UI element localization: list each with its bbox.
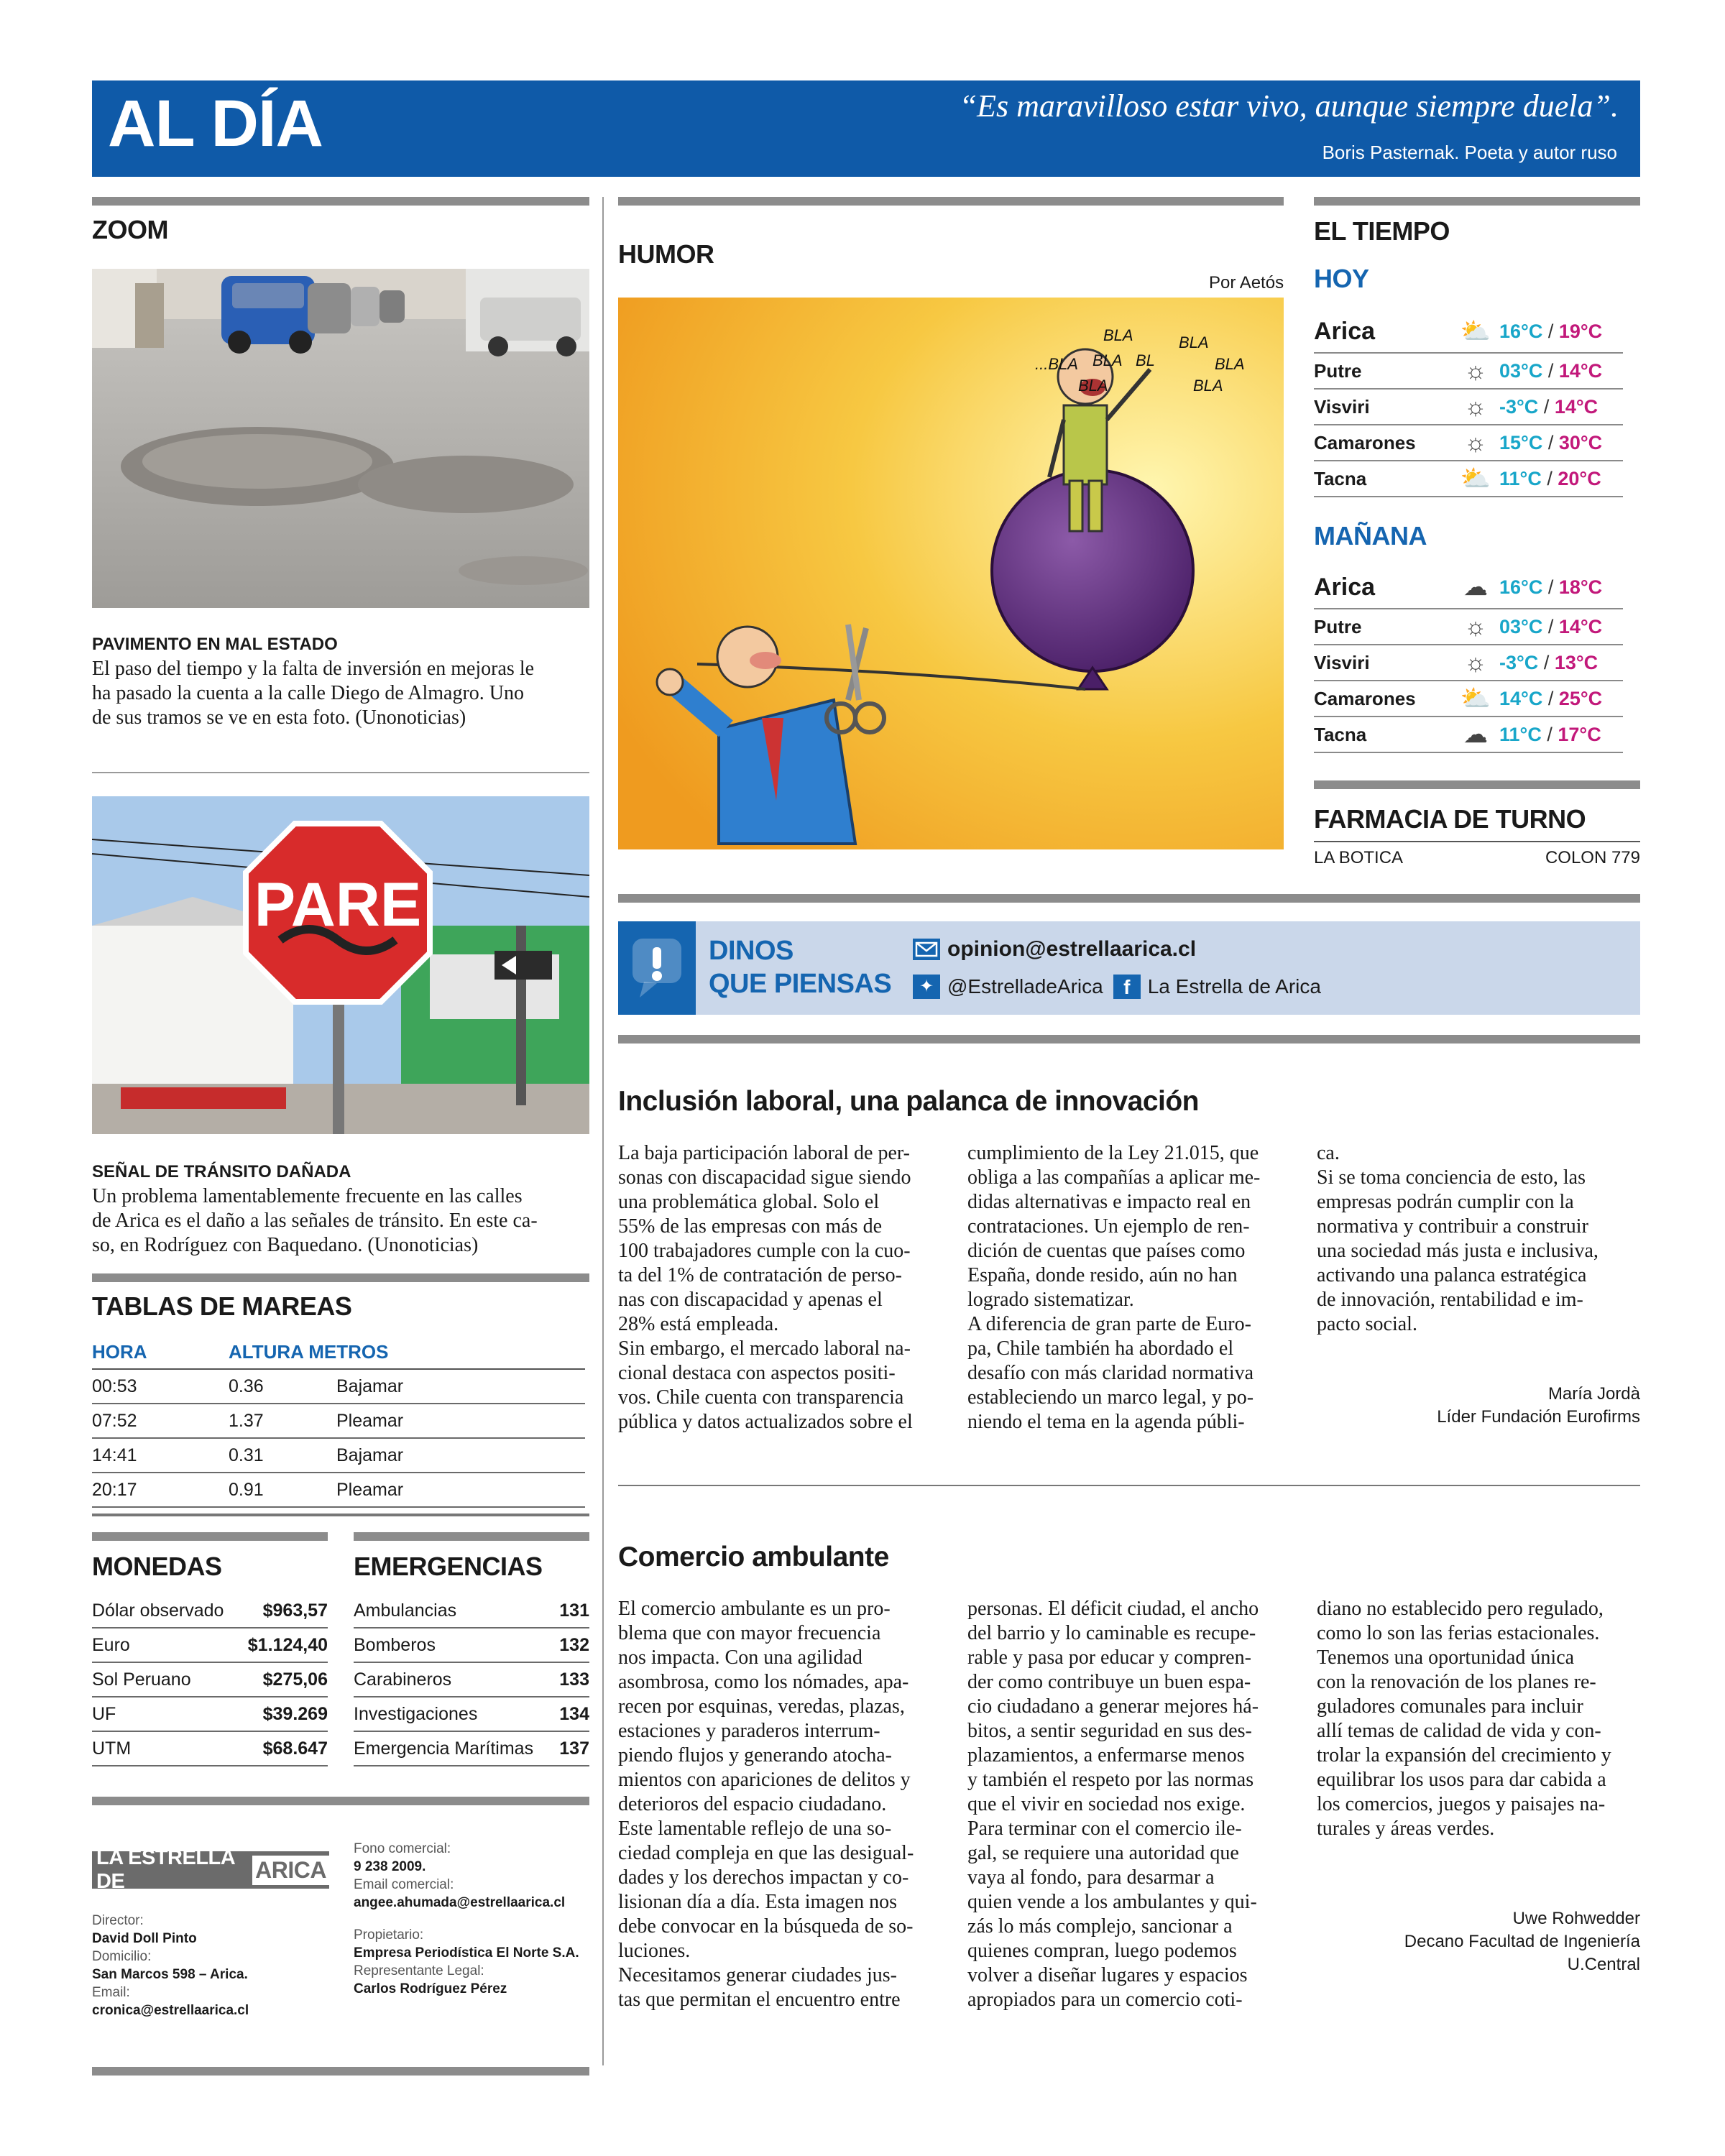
- contact-twitter-text[interactable]: @EstrelladeArica: [947, 975, 1103, 998]
- weather-temps: 16°C / 18°C: [1499, 576, 1603, 598]
- partly-cloudy-icon: ⛅: [1460, 685, 1491, 712]
- article1-col1: [618, 1141, 956, 1434]
- emergency-number: 133: [559, 1669, 589, 1690]
- emergency-row: [354, 1628, 589, 1663]
- pharmacy-address: COLON 779: [1545, 848, 1640, 867]
- weather-min: 11°C: [1499, 467, 1542, 489]
- zoom-caption-line: so, en Rodríguez con Baquedano. (Unonoticias): [92, 1234, 479, 1256]
- currency-row: [92, 1628, 328, 1663]
- article-line: normativa y contribuir a construir: [1317, 1215, 1588, 1238]
- tides-bottom-rule: [92, 1514, 589, 1516]
- weather-temps: 11°C / 20°C: [1499, 467, 1601, 489]
- article-line: pacto social.: [1317, 1313, 1417, 1335]
- weather-temps: 03°C / 14°C: [1499, 359, 1603, 382]
- article-line: como lo son las ferias estacionales.: [1317, 1622, 1600, 1644]
- article-line: cional destaca con aspectos positi-: [618, 1362, 896, 1384]
- weather-city: Putre: [1314, 615, 1362, 637]
- weather-row: [1314, 310, 1623, 354]
- zoom-caption-line: de sus tramos se ve en esta foto. (Unonoticias): [92, 706, 466, 729]
- weather-row: [1314, 609, 1623, 645]
- article-line: sonas con discapacidad sigue siendo: [618, 1166, 911, 1189]
- weather-max: 30°C: [1558, 431, 1603, 453]
- tide-type: Bajamar: [336, 1445, 404, 1465]
- tide-time: 07:52: [92, 1410, 137, 1431]
- newspaper-logo: [92, 1846, 329, 1893]
- article-line: dición de cuentas que países como: [967, 1240, 1246, 1262]
- emergency-name: Bomberos: [354, 1634, 436, 1655]
- article-line: con la renovación de los planes re-: [1317, 1671, 1596, 1693]
- section-header: [92, 80, 1640, 177]
- currency-name: Dólar observado: [92, 1600, 224, 1621]
- header-quote-author: Boris Pasternak. Poeta y autor ruso: [1322, 142, 1617, 163]
- article-line: Tenemos una oportunidad única: [1317, 1646, 1575, 1669]
- weather-min: 03°C: [1499, 359, 1543, 382]
- cloud-icon: ☁: [1463, 573, 1488, 601]
- article1-col2: [967, 1141, 1305, 1434]
- article-line: 28% está empleada.: [618, 1313, 779, 1335]
- masthead-label: Email:: [92, 1985, 130, 2000]
- tides-row: [92, 1404, 585, 1439]
- article-line: España, donde resido, aún no han: [967, 1264, 1238, 1286]
- sun-icon: ☼: [1464, 612, 1487, 640]
- article-line: activando una palanca estratégica: [1317, 1264, 1587, 1286]
- weather-max: 17°C: [1558, 723, 1601, 745]
- article-line: ciedad compleja en que las desigual-: [618, 1842, 914, 1864]
- article2-col1: [618, 1597, 956, 2012]
- humor-heading: HUMOR: [618, 239, 714, 269]
- cartoon-speech: BL: [1136, 351, 1155, 369]
- cartoon-speech: BLA: [1179, 333, 1209, 351]
- article-line: recen por esquinas, veredas, plazas,: [618, 1695, 905, 1718]
- weather-city: Tacna: [1314, 467, 1367, 489]
- zoom-caption-text-1: [92, 657, 595, 730]
- header-quote: “Es maravilloso estar vivo, aunque siempre duela”.: [959, 88, 1619, 124]
- stop-sign-photo: [92, 796, 589, 1134]
- article2-byline: [1404, 1907, 1640, 1976]
- weather-city: Arica: [1314, 317, 1376, 345]
- tides-top-rule: [92, 1273, 589, 1282]
- column-separator: [602, 197, 604, 2065]
- sun-icon: ☼: [1464, 648, 1487, 676]
- tide-time: 20:17: [92, 1479, 137, 1500]
- contact-title: [709, 934, 891, 1000]
- article-line: bitos, a sentir seguridad en sus des-: [967, 1720, 1252, 1742]
- weather-top-rule: [1314, 197, 1640, 206]
- tide-time: 00:53: [92, 1376, 137, 1396]
- article-line: blema que con mayor frecuencia: [618, 1622, 881, 1644]
- weather-min: 15°C: [1499, 431, 1543, 453]
- weather-max: 13°C: [1554, 651, 1598, 673]
- emergency-name: Ambulancias: [354, 1600, 457, 1621]
- zoom-top-rule: [92, 197, 589, 206]
- weather-max: 18°C: [1558, 576, 1603, 598]
- emergency-row: [354, 1732, 589, 1766]
- tides-col-hour: HORA: [92, 1341, 147, 1363]
- article-line: 100 trabajadores cumple con la cuo-: [618, 1240, 911, 1262]
- weather-row: [1314, 425, 1623, 461]
- article-line: nos impacta. Con una agilidad: [618, 1646, 862, 1669]
- emergency-row: [354, 1594, 589, 1628]
- article2-col3: [1317, 1597, 1640, 1841]
- emergency-row: [354, 1697, 589, 1732]
- zoom-caption-line: El paso del tiempo y la falta de inversión en mejoras le: [92, 658, 535, 680]
- masthead-value: Carlos Rodríguez Pérez: [354, 1981, 507, 1996]
- masthead-value: San Marcos 598 – Arica.: [92, 1967, 248, 1982]
- weather-heading: EL TIEMPO: [1314, 216, 1450, 246]
- contact-email-text[interactable]: opinion@estrellaarica.cl: [947, 937, 1197, 961]
- tide-type: Pleamar: [336, 1410, 404, 1431]
- emergency-number: 132: [559, 1634, 589, 1655]
- zoom-divider: [92, 772, 589, 773]
- tide-height: 0.36: [229, 1376, 264, 1396]
- article-line: deterioros del espacio ciudadano.: [618, 1793, 887, 1815]
- cartoon-speech: BLA: [1092, 351, 1123, 369]
- article-line: mientos con apariciones de delitos y: [618, 1769, 911, 1791]
- article-line: personas. El déficit ciudad, el ancho: [967, 1598, 1259, 1620]
- masthead-top-rule: [92, 1797, 589, 1805]
- weather-city: Camarones: [1314, 431, 1416, 453]
- article-line: Necesitamos generar ciudades jus-: [618, 1964, 897, 1986]
- contact-email[interactable]: [913, 937, 1196, 962]
- article1-author-role: Líder Fundación Eurofirms: [1437, 1407, 1640, 1427]
- article2-author-role: Decano Facultad de Ingeniería: [1404, 1932, 1640, 1951]
- cartoon-speech: ...BLA: [1035, 355, 1078, 373]
- currency-row: [92, 1697, 328, 1732]
- article-line: didas alternativas e impacto real en: [967, 1191, 1251, 1213]
- weather-row: [1314, 354, 1623, 390]
- contact-social: [913, 975, 1321, 999]
- article-line: Si se toma conciencia de esto, las: [1317, 1166, 1586, 1189]
- cartoon-speech: BLA: [1193, 377, 1223, 395]
- humor-cartoon-illustration: [618, 298, 1284, 849]
- stop-sign-photo-illustration: [92, 796, 589, 1134]
- weather-min: 16°C: [1499, 320, 1543, 342]
- article-line: estaciones y paraderos interrum-: [618, 1720, 880, 1742]
- emergency-number: 131: [559, 1600, 589, 1621]
- article-line: rable y pasa por educar y compren-: [967, 1646, 1251, 1669]
- currency-row: [92, 1732, 328, 1766]
- article-line: dades y los derechos impactan y co-: [618, 1866, 909, 1889]
- cartoon-speech: BLA: [1103, 326, 1133, 344]
- masthead-value: 9 238 2009.: [354, 1859, 426, 1874]
- currency-value: $963,57: [262, 1600, 328, 1621]
- cloud-icon: ☁: [1463, 721, 1488, 748]
- article-line: pa, Chile también ha abordado el: [967, 1337, 1234, 1360]
- article-line: ca.: [1317, 1142, 1340, 1164]
- section-title: AL DÍA: [108, 87, 323, 160]
- zoom-caption-line: ha pasado la cuenta a la calle Diego de Almagro. Uno: [92, 682, 524, 704]
- weather-min: 16°C: [1499, 576, 1543, 598]
- currency-row: [92, 1594, 328, 1628]
- article-line: y también el respeto por las normas: [967, 1769, 1254, 1791]
- tides-row: [92, 1473, 585, 1508]
- emergency-number: 137: [559, 1738, 589, 1759]
- zoom-heading: ZOOM: [92, 215, 168, 244]
- zoom-caption-title-2: SEÑAL DE TRÁNSITO DAÑADA: [92, 1162, 351, 1181]
- weather-city: Tacna: [1314, 723, 1367, 745]
- weather-city: Visviri: [1314, 651, 1370, 673]
- humor-cartoon: [618, 298, 1284, 849]
- weather-min: -3°C: [1499, 395, 1539, 418]
- contact-bottom-rule: [618, 1035, 1640, 1044]
- weather-max: 20°C: [1558, 467, 1601, 489]
- weather-city: Visviri: [1314, 395, 1370, 418]
- weather-temps: 14°C / 25°C: [1499, 687, 1603, 709]
- weather-temps: -3°C / 14°C: [1499, 395, 1598, 418]
- article-line: vaya al fondo, para desarmar a: [967, 1866, 1215, 1889]
- pharmacy-name: LA BOTICA: [1314, 848, 1404, 867]
- weather-row: [1314, 390, 1623, 425]
- weather-temps: 15°C / 30°C: [1499, 431, 1603, 453]
- emergencies-top-rule: [354, 1532, 589, 1541]
- weather-temps: 11°C / 17°C: [1499, 723, 1601, 745]
- article-line: asombrosa, como los nómades, apa-: [618, 1671, 909, 1693]
- contact-title-line: DINOS: [709, 936, 794, 966]
- article-line: quienes compran, luego podemos: [967, 1940, 1237, 1962]
- article2-col2: [967, 1597, 1305, 2012]
- article2-title: Comercio ambulante: [618, 1542, 889, 1572]
- article2-author-affiliation: U.Central: [1567, 1955, 1640, 1974]
- article-line: 55% de las empresas con más de: [618, 1215, 882, 1238]
- masthead-label: Propietario:: [354, 1927, 424, 1943]
- emergency-name: Carabineros: [354, 1669, 452, 1690]
- article-line: A diferencia de gran parte de Euro-: [967, 1313, 1251, 1335]
- emergency-name: Emergencia Marítimas: [354, 1738, 534, 1759]
- article-line: de innovación, rentabilidad e im-: [1317, 1289, 1583, 1311]
- article1-title: Inclusión laboral, una palanca de innovación: [618, 1086, 1200, 1117]
- article-line: una problemática global. Solo el: [618, 1191, 880, 1213]
- weather-temps: 03°C / 14°C: [1499, 615, 1603, 637]
- tides-heading: TABLAS DE MAREAS: [92, 1291, 352, 1321]
- weather-min: 11°C: [1499, 723, 1542, 745]
- partly-cloudy-icon: ⛅: [1460, 318, 1491, 345]
- weather-row: [1314, 566, 1623, 609]
- facebook-icon: f: [1113, 975, 1141, 999]
- masthead-label: Email comercial:: [354, 1877, 454, 1892]
- masthead-label: Director:: [92, 1913, 144, 1928]
- currencies-top-rule: [92, 1532, 328, 1541]
- article1-col3: [1317, 1141, 1640, 1337]
- article-line: logrado sistematizar.: [967, 1289, 1134, 1311]
- tide-type: Pleamar: [336, 1479, 404, 1500]
- sun-icon: ☼: [1464, 392, 1487, 420]
- humor-credit: Por Aetós: [1209, 273, 1284, 292]
- currency-value: $39.269: [262, 1703, 328, 1724]
- article-line: estableciendo un marco legal, y po-: [967, 1386, 1254, 1409]
- weather-today-label: HOY: [1314, 264, 1369, 293]
- article-line: trolar la expansión del crecimiento y: [1317, 1744, 1611, 1766]
- tides-col-height: ALTURA METROS: [229, 1341, 389, 1363]
- article-line: desafío con más claridad normativa: [967, 1362, 1254, 1384]
- masthead-bottom-rule: [92, 2067, 589, 2076]
- pharmacy-rule: [1314, 841, 1640, 842]
- currency-value: $1.124,40: [247, 1634, 328, 1655]
- cartoon-speech: BLA: [1078, 377, 1108, 395]
- article-line: ta del 1% de contratación de perso-: [618, 1264, 902, 1286]
- masthead-value: cronica@estrellaarica.cl: [92, 2003, 249, 2018]
- emergency-number: 134: [559, 1703, 589, 1724]
- tide-time: 14:41: [92, 1445, 137, 1465]
- zoom-caption-line: Un problema lamentablemente frecuente en las calles: [92, 1185, 523, 1207]
- pharmacy-row: [1314, 848, 1640, 868]
- weather-row: [1314, 717, 1623, 753]
- emergency-name: Investigaciones: [354, 1703, 478, 1724]
- article-line: El comercio ambulante es un pro-: [618, 1598, 891, 1620]
- article-line: una sociedad más justa e inclusiva,: [1317, 1240, 1598, 1262]
- article-line: Este lamentable reflejo de una so-: [618, 1818, 892, 1840]
- masthead-value: David Doll Pinto: [92, 1931, 197, 1946]
- partly-cloudy-icon: ⛅: [1460, 465, 1491, 492]
- currency-name: Euro: [92, 1634, 130, 1655]
- article-line: turales y áreas verdes.: [1317, 1818, 1495, 1840]
- article-line: volver a diseñar lugares y espacios: [967, 1964, 1248, 1986]
- article2-author: Uwe Rohwedder: [1512, 1909, 1640, 1928]
- currency-name: UF: [92, 1703, 116, 1724]
- weather-tomorrow-label: MAÑANA: [1314, 521, 1427, 550]
- zoom-caption-title-1: PAVIMENTO EN MAL ESTADO: [92, 635, 338, 654]
- article-line: obliga a las compañías a aplicar me-: [967, 1166, 1261, 1189]
- mail-icon: [913, 939, 940, 960]
- zoom-caption-line: de Arica es el daño a las señales de tránsito. En este ca-: [92, 1210, 538, 1232]
- tide-height: 1.37: [229, 1410, 264, 1431]
- sun-icon: ☼: [1464, 356, 1487, 384]
- masthead-value: angee.ahumada@estrellaarica.cl: [354, 1895, 566, 1910]
- weather-max: 14°C: [1558, 359, 1603, 382]
- pharmacy-heading: FARMACIA DE TURNO: [1314, 804, 1586, 834]
- article-line: cio ciudadano a generar mejores há-: [967, 1695, 1259, 1718]
- masthead-label: Domicilio:: [92, 1949, 152, 1964]
- article-line: lisionan día a día. Esta imagen nos: [618, 1891, 898, 1913]
- pharmacy-top-rule: [1314, 780, 1640, 789]
- masthead-label: Fono comercial:: [354, 1841, 451, 1856]
- article-line: los comercios, juegos y paisajes na-: [1317, 1793, 1606, 1815]
- contact-facebook-text[interactable]: La Estrella de Arica: [1147, 975, 1321, 998]
- currency-name: Sol Peruano: [92, 1669, 191, 1690]
- article-line: gal, se requiere una autoridad que: [967, 1842, 1239, 1864]
- contact-band: [618, 921, 1640, 1015]
- currencies-heading: MONEDAS: [92, 1552, 222, 1581]
- article-line: pública y datos actualizados sobre el: [618, 1411, 913, 1433]
- article-line: plazamientos, a enfermarse menos: [967, 1744, 1245, 1766]
- article-line: Sin embargo, el mercado laboral na-: [618, 1337, 911, 1360]
- tide-type: Bajamar: [336, 1376, 404, 1396]
- weather-row: [1314, 461, 1623, 497]
- article-line: guladores comunales para incluir: [1317, 1695, 1583, 1718]
- masthead-left: [92, 1912, 249, 2019]
- contact-title-line: QUE PIENSAS: [709, 969, 892, 999]
- article-line: contrataciones. Un ejemplo de ren-: [967, 1215, 1250, 1238]
- weather-min: 14°C: [1499, 687, 1543, 709]
- weather-row: [1314, 681, 1623, 717]
- currency-name: UTM: [92, 1738, 132, 1759]
- article1-author: María Jordà: [1547, 1384, 1640, 1404]
- article-line: quien vende a los ambulantes y qui-: [967, 1891, 1257, 1913]
- article-line: luciones.: [618, 1940, 691, 1962]
- currency-value: $68.647: [262, 1738, 328, 1759]
- tides-row: [92, 1439, 585, 1473]
- logo-text-city: ARICA: [252, 1856, 329, 1885]
- cartoon-speech: BLA: [1215, 355, 1245, 373]
- emergencies-heading: EMERGENCIAS: [354, 1552, 543, 1581]
- article-line: allí temas de calidad de vida y con-: [1317, 1720, 1601, 1742]
- twitter-icon: ✦: [913, 975, 940, 999]
- humor-top-rule: [618, 197, 1284, 206]
- weather-min: -3°C: [1499, 651, 1539, 673]
- weather-max: 14°C: [1554, 395, 1598, 418]
- weather-max: 25°C: [1558, 687, 1603, 709]
- weather-temps: 16°C / 19°C: [1499, 320, 1603, 342]
- article-line: niendo el tema en la agenda públi-: [967, 1411, 1245, 1433]
- contact-badge: [618, 921, 696, 1015]
- article-line: diano no establecido pero regulado,: [1317, 1598, 1604, 1620]
- article-line: equilibrar los usos para dar cabida a: [1317, 1769, 1606, 1791]
- weather-temps: -3°C / 13°C: [1499, 651, 1598, 673]
- masthead-value: Empresa Periodística El Norte S.A.: [354, 1945, 579, 1961]
- article-line: Para terminar con el comercio ile-: [967, 1818, 1242, 1840]
- article-line: debe convocar en la búsqueda de so-: [618, 1915, 914, 1938]
- pothole-photo-illustration: [92, 269, 589, 608]
- masthead-right: [354, 1840, 579, 1998]
- weather-min: 03°C: [1499, 615, 1543, 637]
- article-line: que el vivir en sociedad nos exige.: [967, 1793, 1246, 1815]
- weather-city: Arica: [1314, 573, 1376, 601]
- masthead-label: Representante Legal:: [354, 1963, 484, 1978]
- currency-row: [92, 1663, 328, 1697]
- stop-sign-text: PARE: [254, 870, 422, 939]
- article-line: tas que permitan el encuentro entre: [618, 1989, 901, 2011]
- tide-height: 0.91: [229, 1479, 264, 1500]
- weather-city: Putre: [1314, 359, 1362, 382]
- article-line: cumplimiento de la Ley 21.015, que: [967, 1142, 1259, 1164]
- article-line: der como contribuye un buen espa-: [967, 1671, 1251, 1693]
- article-line: apropiados para un comercio coti-: [967, 1989, 1243, 2011]
- zoom-caption-text-2: [92, 1184, 595, 1258]
- weather-max: 19°C: [1558, 320, 1603, 342]
- tides-row: [92, 1370, 585, 1404]
- article-divider: [618, 1485, 1640, 1486]
- article-line: del barrio y lo caminable es recupe-: [967, 1622, 1256, 1644]
- article-line: empresas podrán cumplir con la: [1317, 1191, 1574, 1213]
- tide-height: 0.31: [229, 1445, 264, 1465]
- weather-row: [1314, 645, 1623, 681]
- article-line: zás lo más complejo, sancionar a: [967, 1915, 1233, 1938]
- weather-city: Camarones: [1314, 687, 1416, 709]
- logo-text: LA ESTRELLA DE: [96, 1846, 235, 1893]
- emergency-row: [354, 1663, 589, 1697]
- article-line: nas con discapacidad y apenas el: [618, 1289, 883, 1311]
- article1-byline: [1437, 1383, 1640, 1429]
- weather-max: 14°C: [1558, 615, 1603, 637]
- article-line: vos. Chile cuenta con transparencia: [618, 1386, 904, 1409]
- sun-icon: ☼: [1464, 428, 1487, 456]
- contact-top-rule: [618, 894, 1640, 903]
- exclamation-icon: [618, 921, 696, 1015]
- pothole-photo: [92, 269, 589, 608]
- currency-value: $275,06: [262, 1669, 328, 1690]
- article-line: La baja participación laboral de per-: [618, 1142, 910, 1164]
- article-line: piendo flujos y generando atocha-: [618, 1744, 892, 1766]
